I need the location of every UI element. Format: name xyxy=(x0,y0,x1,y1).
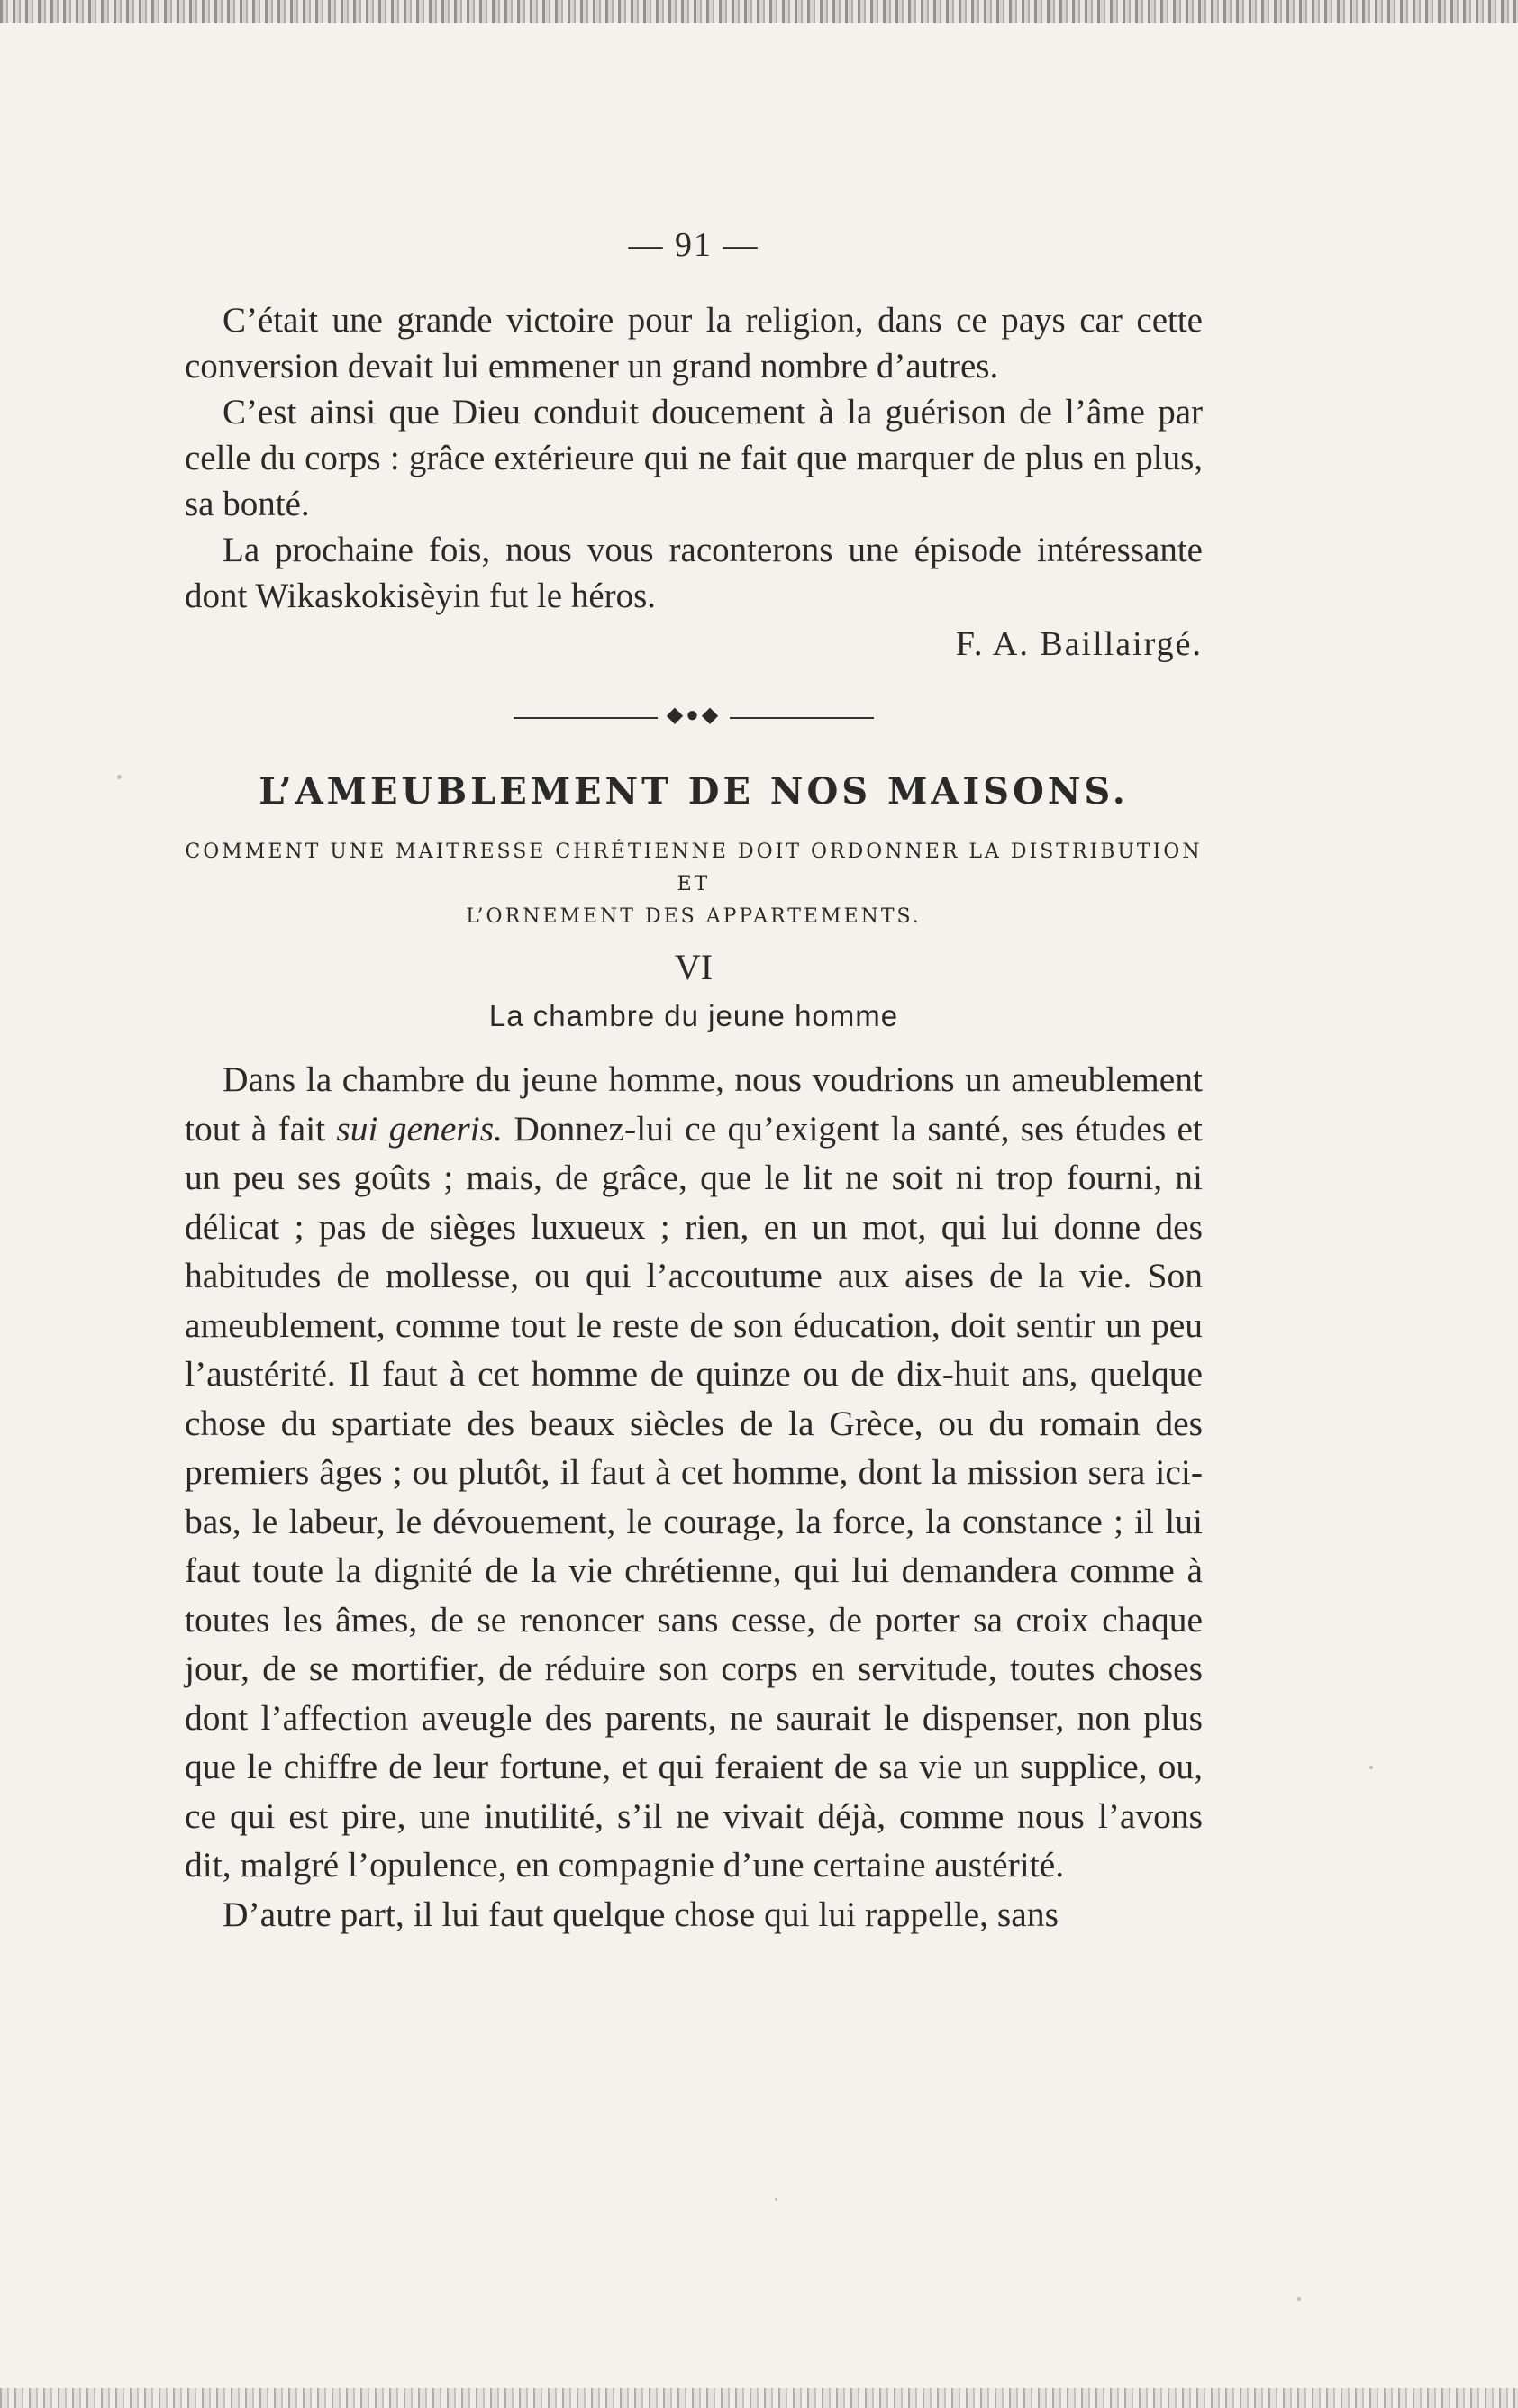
scan-speck xyxy=(1297,2297,1301,2301)
separator-ornament-icon: ◆●◆ xyxy=(666,704,722,727)
scan-speck xyxy=(775,2198,777,2201)
article-subtitle-line-2: L’ORNEMENT DES APPARTEMENTS. xyxy=(466,905,922,928)
paragraph-1-start: Dans la chambre du jeune homme, nous voudrions un ameublement tout à fait xyxy=(185,1059,1203,1149)
separator-line-right xyxy=(730,717,874,719)
section-number: VI xyxy=(674,947,714,987)
chapter-title: La chambre du jeune homme xyxy=(488,999,899,1032)
scan-speck xyxy=(117,775,122,779)
article-subtitle xyxy=(185,836,1203,933)
section-separator xyxy=(514,704,874,727)
article-title: L’AMEUBLEMENT DE NOS MAISONS. xyxy=(259,770,1129,813)
intro-section xyxy=(185,297,1203,668)
paragraph-1-italic: sui generis. xyxy=(336,1108,503,1149)
article-paragraph-1 xyxy=(185,1055,1203,1890)
document-page xyxy=(185,225,1203,1939)
scan-bottom-edge xyxy=(0,2388,1518,2408)
intro-paragraph-3: La prochaine fois, nous vous raconterons une épisode intéressante dont Wikaskokisèyin fut le héros. xyxy=(185,531,1203,615)
article-subtitle-line-1: COMMENT UNE MAITRESSE CHRÉTIENNE DOIT ORDONNER LA DISTRIBUTION ET xyxy=(185,841,1203,895)
scan-speck xyxy=(1369,1766,1373,1769)
page-number: — 91 — xyxy=(628,226,759,264)
paragraph-1-end: Donnez-lui ce qu’exigent la santé, ses études et un peu ses goûts ; mais, de grâce, que le lit ne soit ni trop fourni, ni délicat ; pas de sièges luxueux ; rien, en un mot, qui lui donne des habitudes de mollesse, ou qui l’accoutume aux aises de la vie. Son ameublement, comme tout le reste de son éducation, doit sentir un peu l’austérité. Il faut à cet homme de quinze ou de dix-huit ans, quelque chose du spartiate des beaux siècles de la Grèce, ou du romain des premiers âges ; ou plutôt, il faut à cet homme, dont la mission sera ici-bas, le labeur, le dévouement, le courage, la force, la constance ; il lui faut toute la dignité de la vie chrétienne, qui lui demandera comme à toutes les âmes, de se renoncer sans cesse, de porter sa croix chaque jour, de se mortifier, de réduire son corps en servitude, toutes choses dont l’affection aveugle des parents, ne saurait le dispenser, non plus que le chiffre de leur fortune, et qui feraient de sa vie un supplice, ou, ce qui est pire, une inutilité, s’il ne vivait déjà, comme nous l’avons dit, malgré l’opulence, en compagnie d’une certaine austérité. xyxy=(185,1108,1203,1885)
author-signature: F. A. Baillairgé. xyxy=(955,625,1203,663)
article-body xyxy=(185,1055,1203,1939)
intro-paragraph-1: C’était une grande victoire pour la religion, dans ce pays car cette conversion devait lui emmener un grand nombre d’autres. xyxy=(185,301,1203,386)
scan-top-edge xyxy=(0,0,1518,23)
article-paragraph-2: D’autre part, il lui faut quelque chose qui lui rappelle, sans xyxy=(223,1894,1059,1934)
separator-line-left xyxy=(514,717,658,719)
intro-paragraph-2: C’est ainsi que Dieu conduit doucement à la guérison de l’âme par celle du corps : grâce extérieure qui ne fait que marquer de plus en plus, sa bonté. xyxy=(185,393,1203,523)
article-section xyxy=(185,770,1203,1939)
